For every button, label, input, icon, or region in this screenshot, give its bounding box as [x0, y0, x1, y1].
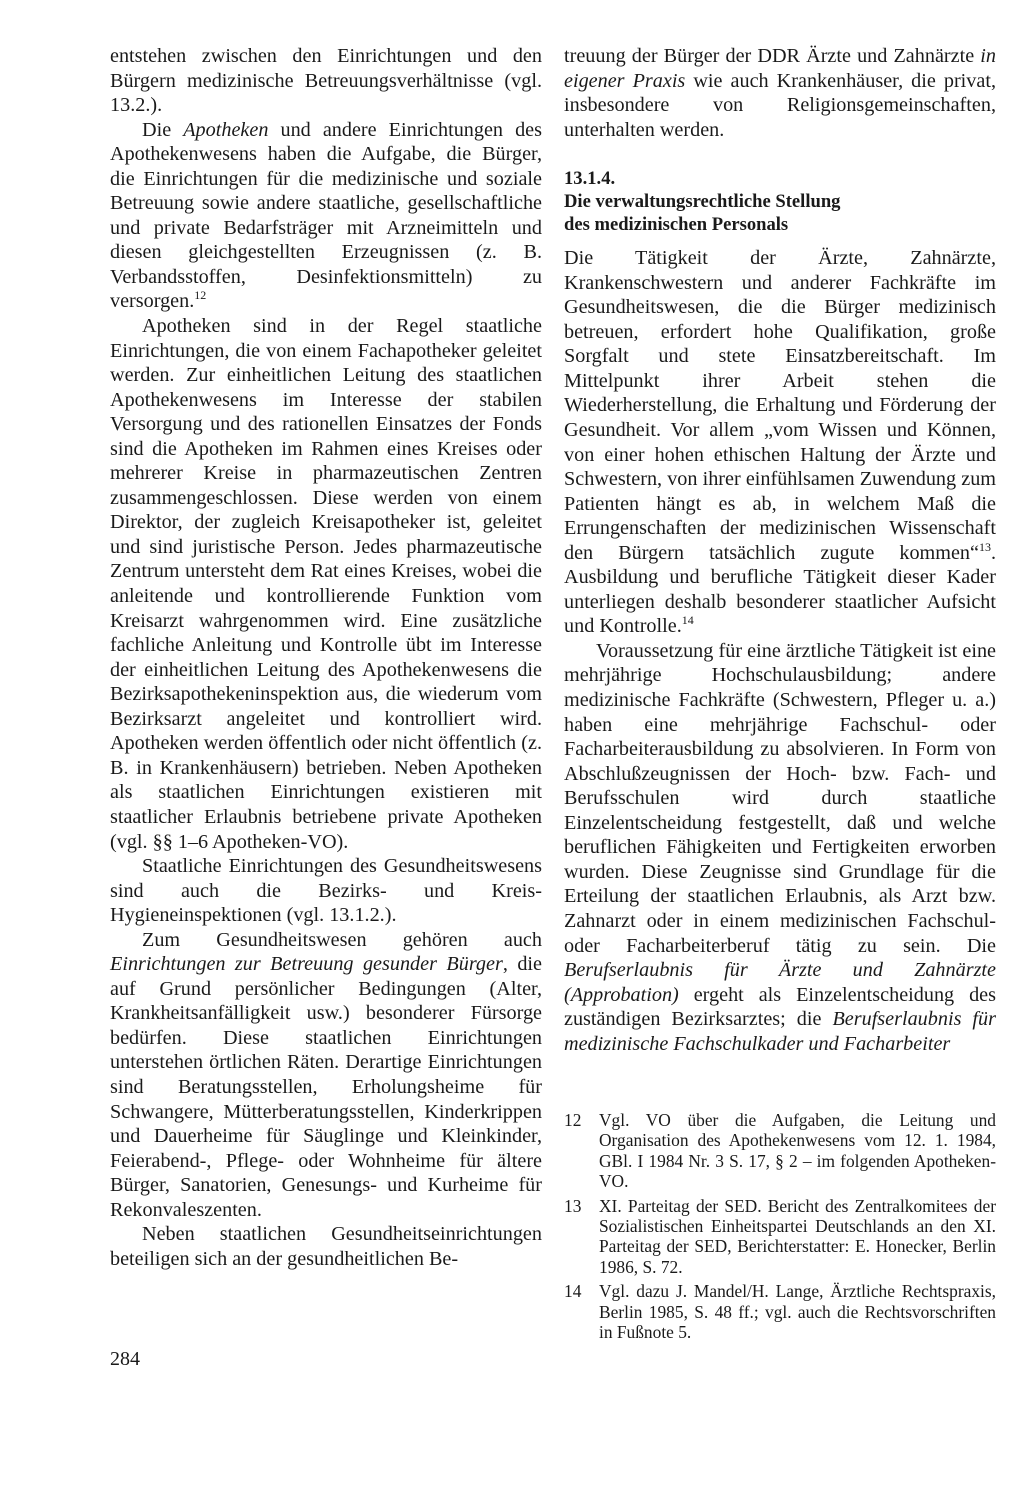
paragraph: Neben staatlichen Gesundheitseinrichtungen beteiligen sich an der gesundheitlichen Be-	[110, 1223, 542, 1270]
footnotes	[564, 1110, 996, 1346]
footnote	[564, 1281, 996, 1342]
section-title-line: des medizinischen Personals	[564, 214, 789, 236]
footnote-text: XI. Parteitag der SED. Bericht des Zentralkomitees der Sozialistischen Einheitspartei Deutschlands an den XI. Parteitag der SED, Berichterstatter: E. Honecker, Berlin 1986, S. 72.	[599, 1195, 996, 1277]
left-column	[110, 44, 542, 1271]
paragraph: entstehen zwischen den Einrichtungen und den Bürgern medizinische Betreuungsverhältnisse (vgl. 13.2.).	[110, 45, 542, 117]
emphasis-text: Berufserlaubnis für Ärzte und Zahnärzte (Approbation)	[564, 959, 996, 1006]
page-number: 284	[110, 1348, 140, 1370]
paragraph	[564, 44, 996, 142]
footnote-number: 12	[564, 1110, 582, 1130]
footnote-ref: 12	[194, 288, 207, 303]
emphasis-text: Apotheken	[183, 118, 269, 141]
text-run: treuung der Bürger der DDR Ärzte und Zahnärzte	[564, 45, 981, 67]
footnote-text: Vgl. dazu J. Mandel/H. Lange, Ärztliche Rechtspraxis, Berlin 1985, S. 48 ff.; vgl. auch die Rechtsvorschriften in Fußnote 5.	[599, 1281, 996, 1343]
right-column	[564, 44, 996, 1056]
paragraph: Apotheken sind in der Regel staatliche Einrichtungen, die von einem Fachapotheker geleitet werden. Zur einheitlichen Leitung des staatlichen Apothekenwesens im Interesse der stabilen Versorgung und des rationellen Einsatzes der Fonds sind die Apotheken im Rahmen eines Kreises oder mehrerer Kreise in pharmazeutischen Zentren zusammengeschlossen. Diese werden von einem Direktor, der zugleich Kreisapotheker ist, geleitet und sind juristische Person. Jedes pharmazeutische Zentrum untersteht dem Rat eines Kreises, wobei die anleitende und kontrollierende Funktion vom Kreisarzt wahrgenommen wird. Eine zusätzliche fachliche Anleitung und Kontrolle übt im Interesse der einheitlichen Leitung des Apothekenwesens die Bezirksapothekeninspektion aus, die wiederum vom Bezirksarzt angeleitet und kontrolliert wird. Apotheken werden öffentlich oder nicht öffentlich (z. B. in Krankenhäusern) betrieben. Neben Apotheken als staatlichen Einrichtungen existieren mit staatlicher Erlaubnis betriebene private Apotheken (vgl. §§ 1–6 Apotheken-VO).	[110, 315, 542, 853]
text-run: Zum Gesundheitswesen gehören auch	[142, 928, 542, 951]
footnote-ref: 13	[978, 539, 991, 554]
emphasis-text: in eigener Praxis	[564, 45, 996, 92]
text-run: Die	[142, 118, 184, 141]
section-number: 13.1.4.	[564, 168, 616, 190]
footnote-number: 13	[564, 1195, 582, 1216]
section-title-line: Die verwaltungsrechtliche Stellung	[564, 191, 841, 213]
paragraph: Staatliche Einrichtungen des Gesundheitswesens sind auch die Bezirks- und Kreis-Hygieneinspektionen (vgl. 13.1.2.).	[110, 855, 542, 927]
text-run: ergeht als Einzelentscheidung des zuständigen Bezirksarztes; die	[564, 983, 996, 1031]
text-run: und andere Einrichtungen des Apothekenwesens haben die Aufgabe, die Bürger, die Einrichtungen für die medizinische und soziale Betreuung sowie andere staatliche, gesellschaftliche und private Bedarfsträger mit Arzneimitteln und diesen gleichgestellten Erzeugnissen (z. B. Verbandsstoffen, Desinfektionsmitteln) zu versorgen.	[110, 118, 542, 313]
footnote-number: 14	[564, 1281, 582, 1302]
footnote	[564, 1110, 996, 1192]
paragraph	[564, 246, 996, 639]
text-run: Die Tätigkeit der Ärzte, Zahnärzte, Krankenschwestern und anderer Fachkräfte im Gesundheitswesen, die die Bürger medizinisch betreuen, erfordert hohe Qualifikation, große Sorgfalt und stete Einsatzbereitschaft. Im Mittelpunkt ihrer Arbeit stehen die Wiederherstellung, die Erhaltung und Förderung der Gesundheit. Vor allem „vom Wissen und Können, von einer hohen ethischen Haltung der Ärzte und Schwestern, von ihrer einfühlsamen Zuwendung zum Patienten hängt es ab, in welchem Maß die Errungenschaften der medizinischen Wissenschaft den Bürgern tatsächlich zugute kommen“	[564, 247, 996, 564]
paragraph	[110, 928, 542, 1223]
footnote-ref: 14	[681, 613, 694, 628]
paragraph	[110, 118, 542, 314]
footnote-text: Vgl. VO über die Aufgaben, die Leitung und Organisation des Apothekenwesens vom 12. 1. 1984, GBl. I 1984 Nr. 3 S. 17, § 2 – im folgenden Apotheken-VO.	[599, 1110, 996, 1192]
text-run: . Ausbildung und berufliche Tätigkeit dieser Kader unterliegen deshalb besonderer staatlicher Aufsicht und Kontrolle.	[564, 541, 996, 638]
text-run: Voraussetzung für eine ärztliche Tätigkeit ist eine mehrjährige Hochschulausbildung; andere medizinische Fachkräfte (Schwestern, Pfleger u. a.) haben eine mehrjährige Fachschul- oder Facharbeiterausbildung zu absolvieren. In Form von Abschlußzeugnissen der Hoch- bzw. Fach- und Berufsschulen wird durch staatliche Einzelentscheidung festgestellt, daß und welche beruflichen Fähigkeiten und Fertigkeiten erworben wurden. Diese Zeugnisse sind Grundlage für die Erteilung der staatlichen Erlaubnis, als Arzt bzw. Zahnarzt oder in einem medizinischen Fachschul- oder Facharbeiterberuf tätig zu sein. Die	[564, 639, 996, 957]
footnote	[564, 1196, 996, 1278]
section-heading	[564, 167, 996, 236]
emphasis-text: Einrichtungen zur Betreuung gesunder Bürger	[110, 953, 503, 976]
paragraph	[564, 639, 996, 1056]
text-run: wie auch Krankenhäuser, die privat, insbesondere von Religionsgemeinschaften, unterhalten werden.	[564, 69, 996, 141]
emphasis-text: Berufserlaubnis für medizinische Fachschulkader und Facharbeiter	[564, 1008, 996, 1055]
text-run: , die auf Grund persönlicher Bedingungen (Alter, Krankheitsanfälligkeit usw.) besonderer Fürsorge bedürfen. Diese staatlichen Einrichtungen unterstehen örtlichen Räten. Derartige Einrichtungen sind Beratungsstellen, Erholungsheime für Schwangere, Mütterberatungsstellen, Kinderkrippen und Dauerheime für Säuglinge und Kleinkinder, Feierabend-, Pflege- oder Wohnheime für ältere Bürger, Sanatorien, Genesungs- und Kurheime für Rekonvaleszenten.	[110, 953, 542, 1221]
